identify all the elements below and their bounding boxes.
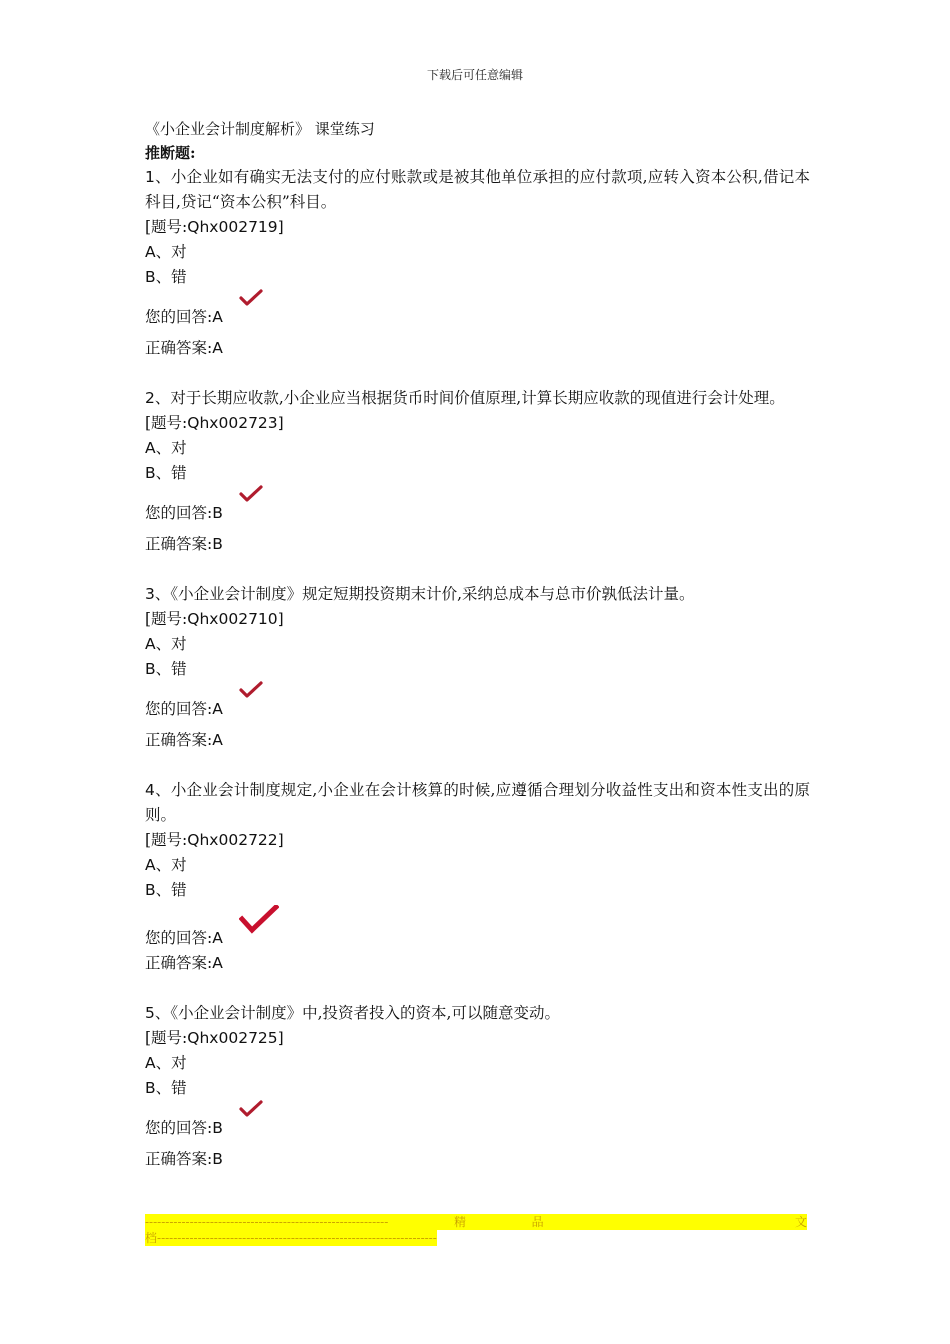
your-answer-value: A <box>212 929 223 947</box>
footer-word: 精 <box>453 1215 466 1229</box>
your-answer-row <box>145 1101 810 1141</box>
option-b: B、错 <box>145 660 187 678</box>
correct-answer-value: A <box>212 339 223 357</box>
footer-banner <box>145 1214 807 1246</box>
correct-answer-row: 正确答案:B <box>145 535 223 553</box>
question-number: 4 <box>145 781 155 799</box>
question-text <box>145 1001 810 1026</box>
checkmark-icon <box>239 905 279 935</box>
question-number: 2 <box>145 389 155 407</box>
option-a: A、对 <box>145 1054 187 1072</box>
option-b: B、错 <box>145 268 187 286</box>
question-id: [题号:Qhx002710] <box>145 610 284 628</box>
correct-answer-value: A <box>212 954 223 972</box>
question-5 <box>145 1001 810 1172</box>
footer-word: 品 <box>531 1215 544 1229</box>
question-text <box>145 582 810 607</box>
correct-answer-value: B <box>212 535 223 553</box>
option-b: B、错 <box>145 881 187 899</box>
question-text <box>145 386 810 411</box>
footer-dashes: --------------------------------------------------------------------- <box>157 1231 437 1245</box>
footer-line-1 <box>145 1214 807 1230</box>
checkmark-icon <box>239 1100 263 1118</box>
document-body <box>145 117 810 1172</box>
question-number: 5 <box>145 1004 155 1022</box>
checkmark-icon <box>239 289 263 307</box>
your-answer-value: B <box>212 504 223 522</box>
option-a: A、对 <box>145 635 187 653</box>
question-2 <box>145 386 810 557</box>
your-answer-label: 您的回答: <box>145 308 213 326</box>
question-text <box>145 165 810 215</box>
correct-answer-value: B <box>212 1150 223 1168</box>
document-title: 《小企业会计制度解析》 课堂练习 <box>145 120 375 138</box>
section-heading: 推断题: <box>145 144 196 162</box>
your-answer-row <box>145 682 810 722</box>
footer-dashes: ------------------------------------------------------------ <box>145 1215 389 1229</box>
correct-answer-value: A <box>212 731 223 749</box>
question-body: 、对于长期应收款,小企业应当根据货币时间价值原理,计算长期应收款的现值进行会计处理。 <box>154 389 785 407</box>
your-answer-value: A <box>212 308 223 326</box>
checkmark-icon <box>239 485 263 503</box>
question-id: [题号:Qhx002719] <box>145 218 284 236</box>
question-text <box>145 778 810 828</box>
your-answer-row <box>145 486 810 526</box>
checkmark-icon <box>239 681 263 699</box>
correct-answer-row: 正确答案:A <box>145 339 223 357</box>
your-answer-label: 您的回答: <box>145 700 213 718</box>
question-body: 、《小企业会计制度》中,投资者投入的资本,可以随意变动。 <box>154 1004 560 1022</box>
header-note: 下载后可任意编辑 <box>426 68 523 82</box>
question-id: [题号:Qhx002722] <box>145 831 284 849</box>
question-number: 1 <box>145 168 155 186</box>
correct-answer-row: 正确答案:A <box>145 954 223 972</box>
option-a: A、对 <box>145 439 187 457</box>
question-body: 、小企业会计制度规定,小企业在会计核算的时候,应遵循合理划分收益性支出和资本性支出的原则。 <box>145 781 810 824</box>
your-answer-value: A <box>212 700 223 718</box>
correct-answer-row: 正确答案:A <box>145 731 223 749</box>
question-id: [题号:Qhx002723] <box>145 414 284 432</box>
correct-answer-row: 正确答案:B <box>145 1150 223 1168</box>
question-number: 3 <box>145 585 155 603</box>
your-answer-row <box>145 290 810 330</box>
option-a: A、对 <box>145 856 187 874</box>
question-body: 、小企业如有确实无法支付的应付账款或是被其他单位承担的应付款项,应转入资本公积,借记本科目,贷记“资本公积”科目。 <box>145 168 810 211</box>
footer-word: 文 <box>794 1215 807 1229</box>
your-answer-label: 您的回答: <box>145 929 213 947</box>
question-4 <box>145 778 810 976</box>
option-b: B、错 <box>145 1079 187 1097</box>
question-body: 、《小企业会计制度》规定短期投资期末计价,采纳总成本与总市价孰低法计量。 <box>154 585 695 603</box>
option-b: B、错 <box>145 464 187 482</box>
question-id: [题号:Qhx002725] <box>145 1029 284 1047</box>
your-answer-label: 您的回答: <box>145 504 213 522</box>
your-answer-row <box>145 903 810 951</box>
footer-line-2: 档--------------------------------------------------------------------- <box>145 1231 437 1245</box>
question-1 <box>145 165 810 361</box>
your-answer-value: B <box>212 1119 223 1137</box>
question-3 <box>145 582 810 753</box>
option-a: A、对 <box>145 243 187 261</box>
your-answer-label: 您的回答: <box>145 1119 213 1137</box>
